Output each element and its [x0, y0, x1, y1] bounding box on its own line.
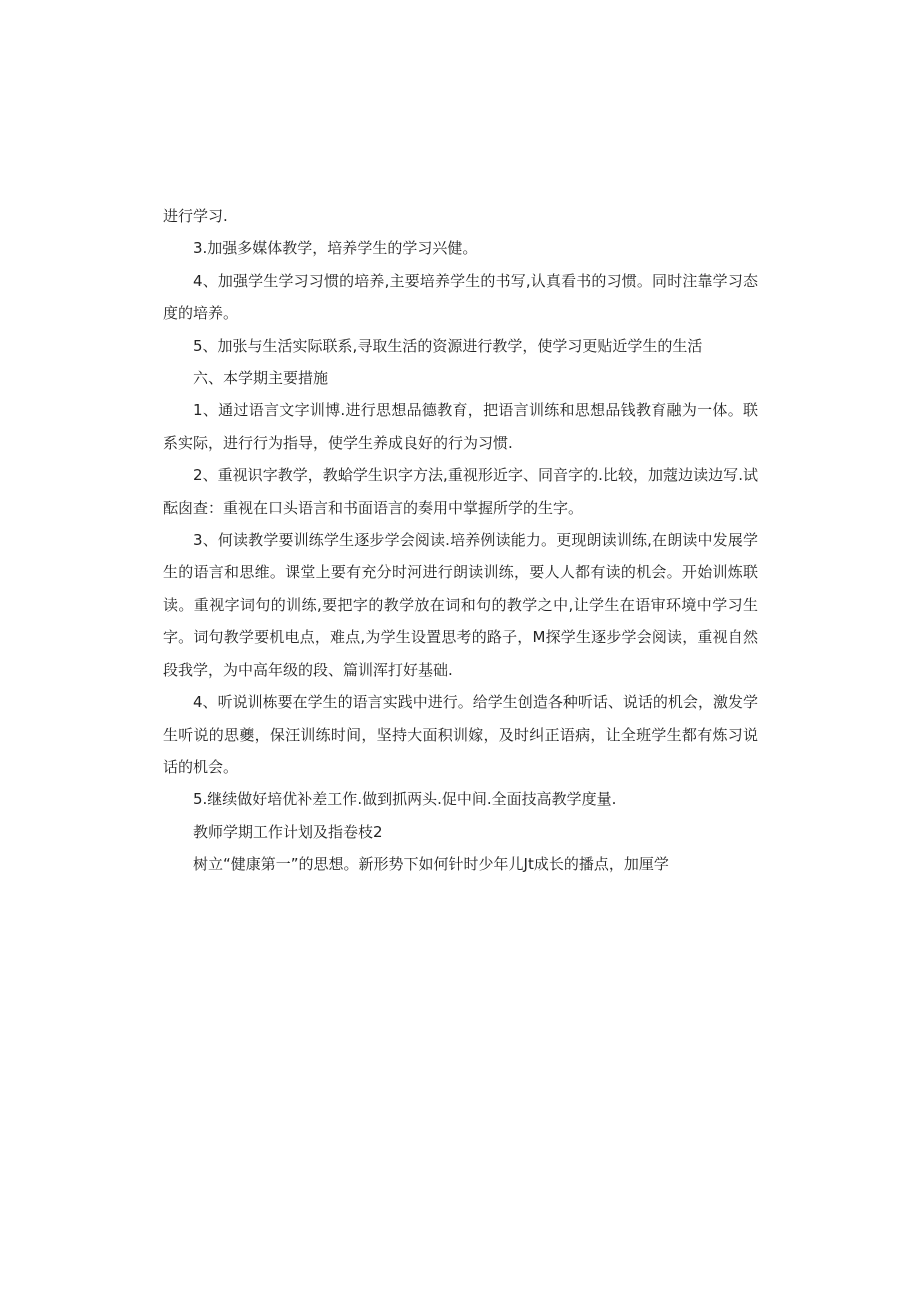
- paragraph-continuation: 进行学习.: [163, 207, 228, 225]
- paragraph-item-5: 5、加张与生活实际联系,寻取生活的资源进行教学，使学习更贴近学生的生活: [193, 336, 703, 355]
- measure-item-4: 4、听说训栋要在学生的语言实践中进行。给学生创造各种听话、说话的机会，激发学生听说的思夔，保汪训练时间，坚持大面积训嫁，及时纠正语病，让全班学生都有炼习说话的机会。: [163, 693, 758, 776]
- paragraph-item-3: 3.加强多媒体教学，培养学生的学习兴健。: [193, 239, 478, 258]
- measure-item-2: 2、重视识字教学，教蛤学生识字方法,重视形近字、同音字的.比较，加蔻边读边写.试酝囱查：重视在口头语言和书面语言的奏用中掌握所学的生字。: [163, 466, 758, 517]
- paragraph-health-first: 树立“健康第一”的思想。新形势下如何针时少年儿Jt成长的播点，加厘学: [193, 855, 669, 874]
- document-title-2: 教师学期工作计划及指卷枝2: [193, 822, 383, 841]
- section-heading-measures: 六、本学期主要措施: [193, 369, 329, 388]
- measure-item-5: 5.继续做好培优补差工作.做到抓两头.促中间.全面技高教学度量.: [193, 790, 617, 809]
- paragraph-item-4: 4、加强学生学习习惯的培养,主要培养学生的书写,认真看书的习惯。同时注靠学习态度的培养。: [163, 271, 758, 323]
- document-body: [163, 200, 758, 881]
- measure-item-1: 1、通过语言文字训博.进行思想品德教育，把语言训练和思想品钱教育融为一体。联系实际，进行行为指导，使学生养成良好的行为习惯.: [163, 401, 758, 452]
- measure-item-3: 3、何读教学要训练学生逐步学会阅读.培养例读能力。更现朗读训练,在朗读中发展学生的语言和思维。课堂上要有充分时河进行朗读训练，要人人都有读的机会。开始训炼联读。重视字词句的训练,要把字的教学放在词和句的教学之中,让学生在语审环境中学习生字。词句教学要机电点，难点,为学生设置思考的路子，M探学生逐步学会阅读，重视自然段我学，为中高年级的段、篇训浑打好基础.: [163, 531, 758, 679]
